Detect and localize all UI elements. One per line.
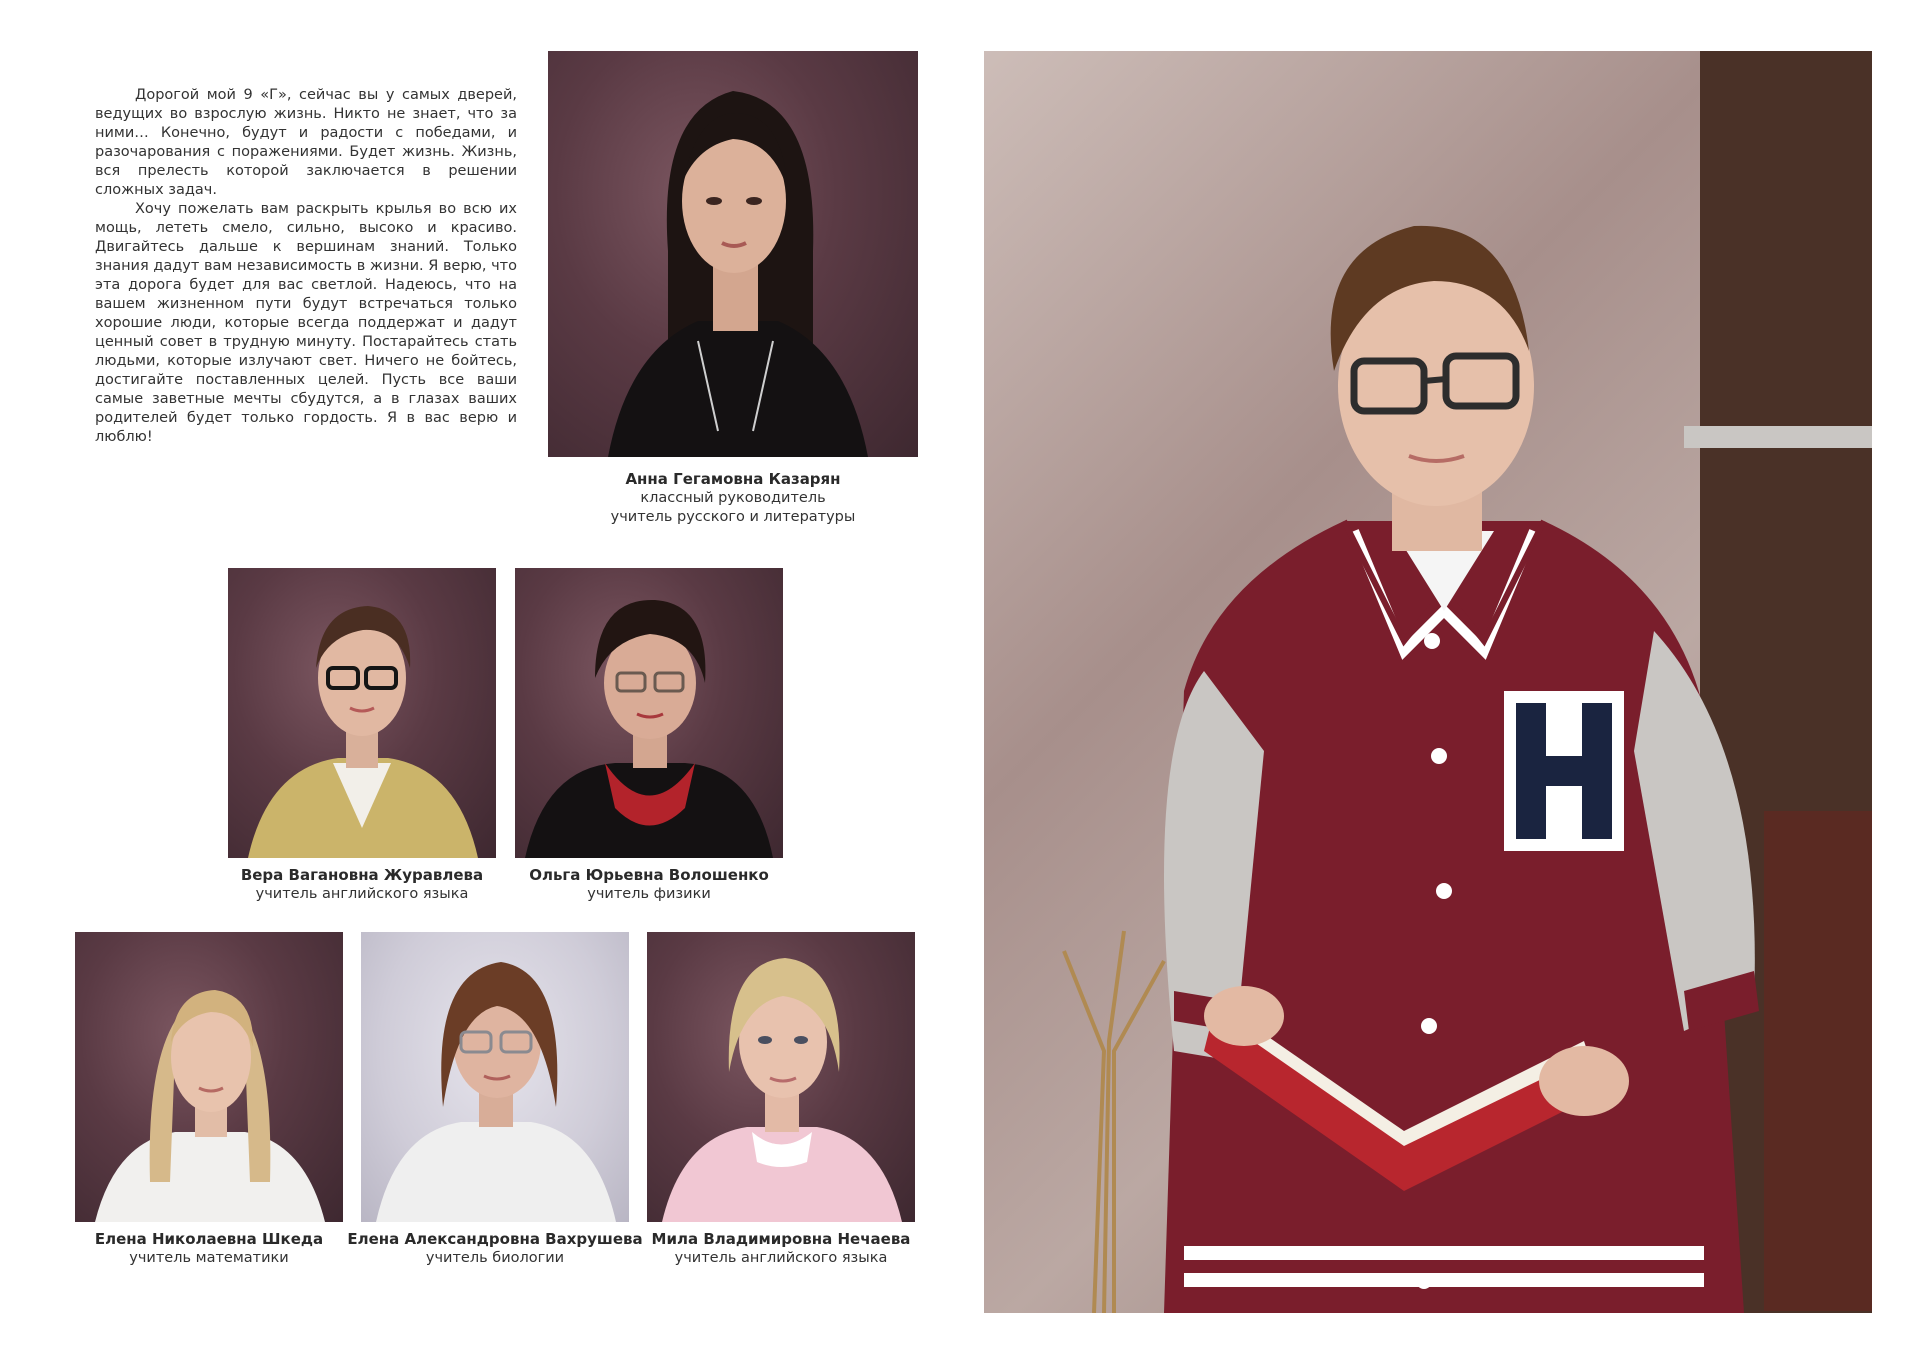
teacher-photo-nechaeva [647, 932, 915, 1222]
caption-voloshenko [505, 866, 793, 904]
teacher-photo-vakhrusheva [361, 932, 629, 1222]
teacher-name: Вера Вагановна Журавлева [240, 866, 484, 884]
teacher-photo-voloshenko [515, 568, 783, 858]
teacher-subject: учитель английского языка [674, 1250, 888, 1266]
teacher-subject: учитель английского языка [255, 886, 469, 902]
teacher-subject: учитель математики [129, 1250, 289, 1266]
caption-zhuravleva [218, 866, 506, 904]
teacher-photo-zhuravleva [228, 568, 496, 858]
teacher-photo-shkeda [75, 932, 343, 1222]
teacher-name: Елена Николаевна Шкеда [94, 1230, 324, 1248]
teacher-name: Мила Владимировна Нечаева [651, 1230, 911, 1248]
caption-vakhrusheva [346, 1230, 644, 1268]
caption-shkeda [65, 1230, 353, 1268]
teacher-subject: учитель биологии [425, 1250, 565, 1266]
letter-paragraph: Дорогой мой 9 «Г», сейчас вы у самых дверей, ведущих во взрослую жизнь. Никто не знает, что за ними… Конечно, будут и радости с победами, и разочарования с поражениями. Будет жизнь. Жизнь, вся прелесть которой заключается в решении сложных задач. [95, 87, 517, 198]
class-teacher-letter [95, 86, 517, 447]
teacher-name: Анна Гегамовна Казарян [625, 470, 841, 488]
main-teacher-caption [548, 470, 918, 527]
teacher-name: Ольга Юрьевна Волошенко [529, 866, 769, 884]
main-teacher-photo [548, 51, 918, 457]
teacher-role: классный руководитель [640, 490, 826, 506]
student-photo [984, 51, 1872, 1313]
teacher-name: Елена Александровна Вахрушева [347, 1230, 643, 1248]
caption-nechaeva [637, 1230, 925, 1268]
teacher-subject: учитель физики [587, 886, 711, 902]
letter-paragraph: Хочу пожелать вам раскрыть крылья во всю их мощь, лететь смело, сильно, высоко и красиво. Двигайтесь дальше к вершинам знаний. Только знания дадут вам независимость в жизни. Я верю, что эта дорога будет для вас светлой. Надеюсь, что на вашем жизненном пути будут встречаться только хорошие люди, которые всегда поддержат и дадут ценный совет в трудную минуту. Постарайтесь стать людьми, которые излучают свет. Ничего не бойтесь, достигайте поставленных целей. Пусть все ваши самые заветные мечты сбудутся, а в глазах ваших родителей будет только гордость. Я в вас верю и люблю! [95, 201, 517, 445]
teacher-subject: учитель русского и литературы [610, 509, 856, 525]
